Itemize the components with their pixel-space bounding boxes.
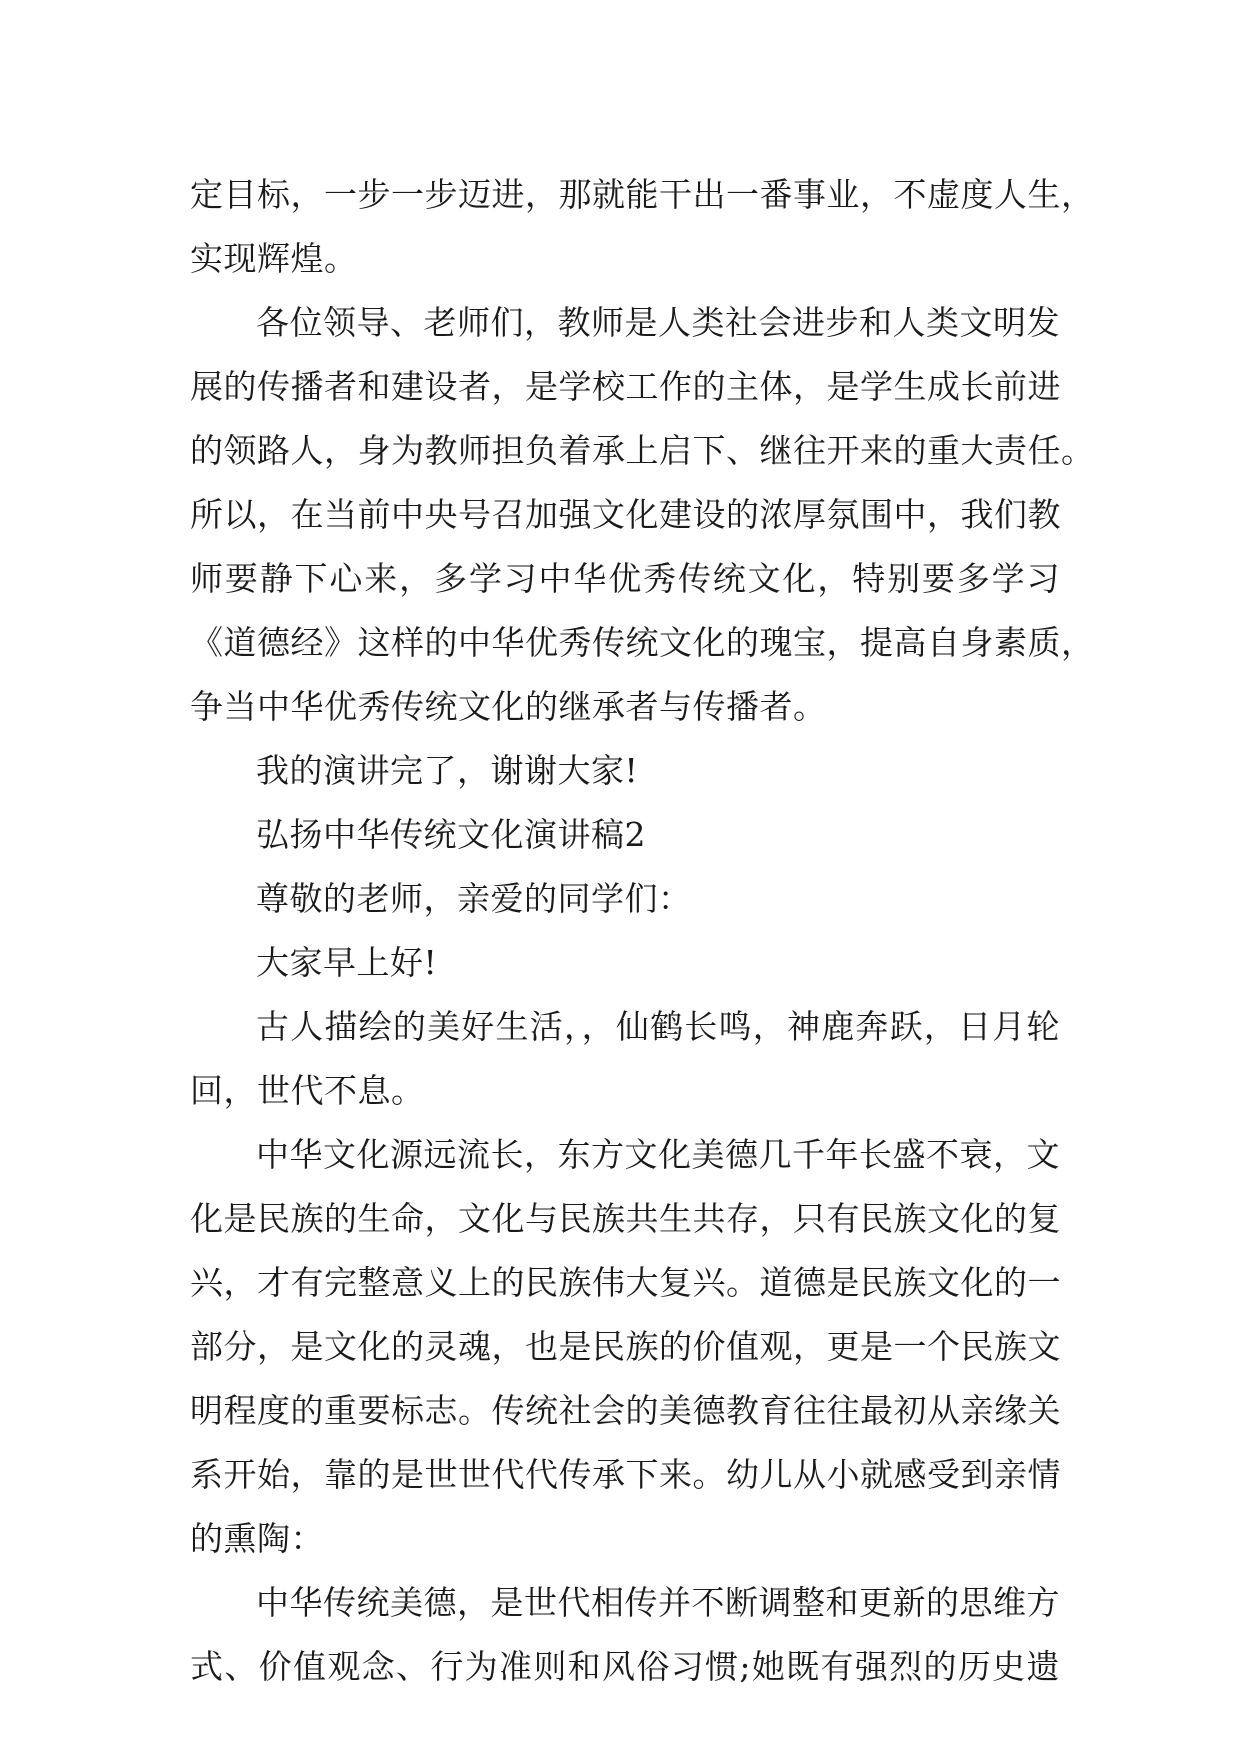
text-line: 古人描绘的美好生活，，仙鹤长鸣，神鹿奔跃，日月轮 [256, 1007, 1060, 1046]
document-body [190, 163, 1095, 1699]
text-line: 各位领导、老师们，教师是人类社会进步和人类文明发 [256, 303, 1060, 342]
text-line: 大家早上好! [256, 943, 438, 982]
text-line: 回，世代不息。 [190, 1071, 425, 1110]
text-line: 中华文化源远流长，东方文化美德几千年长盛不衰，文 [256, 1135, 1060, 1174]
text-line: 我的演讲完了，谢谢大家! [256, 751, 639, 790]
section-title: 弘扬中华传统文化演讲稿2 [256, 815, 646, 854]
text-line: 定目标，一步一步迈进，那就能干出一番事业，不虚度人生， [190, 175, 1095, 214]
text-line: 部分，是文化的灵魂，也是民族的价值观，更是一个民族文 [190, 1327, 1061, 1366]
text-line: 尊敬的老师，亲爱的同学们： [256, 879, 692, 918]
text-line: 的领路人，身为教师担负着承上启下、继往开来的重大责任。 [190, 431, 1095, 470]
text-line: 化是民族的生命，文化与民族共生共存，只有民族文化的复 [190, 1199, 1061, 1238]
text-line: 展的传播者和建设者，是学校工作的主体，是学生成长前进 [190, 367, 1061, 406]
text-line: 实现辉煌。 [190, 239, 358, 278]
text-line: 式、价值观念、行为准则和风俗习惯;她既有强烈的历史遗 [190, 1647, 1060, 1686]
text-line: 《道德经》这样的中华优秀传统文化的瑰宝，提高自身素质， [190, 623, 1095, 662]
text-line: 中华传统美德，是世代相传并不断调整和更新的思维方 [256, 1583, 1060, 1622]
text-line: 的熏陶： [190, 1519, 324, 1558]
text-line: 系开始，靠的是世世代代传承下来。幼儿从小就感受到亲情 [190, 1455, 1061, 1494]
text-line: 所以，在当前中央号召加强文化建设的浓厚氛围中，我们教 [190, 495, 1061, 534]
text-line: 争当中华优秀传统文化的继承者与传播者。 [190, 687, 827, 726]
text-line: 明程度的重要标志。传统社会的美德教育往往最初从亲缘关 [190, 1391, 1061, 1430]
text-line: 师要静下心来，多学习中华优秀传统文化，特别要多学习 [190, 559, 1060, 598]
text-line: 兴，才有完整意义上的民族伟大复兴。道德是民族文化的一 [190, 1263, 1061, 1302]
